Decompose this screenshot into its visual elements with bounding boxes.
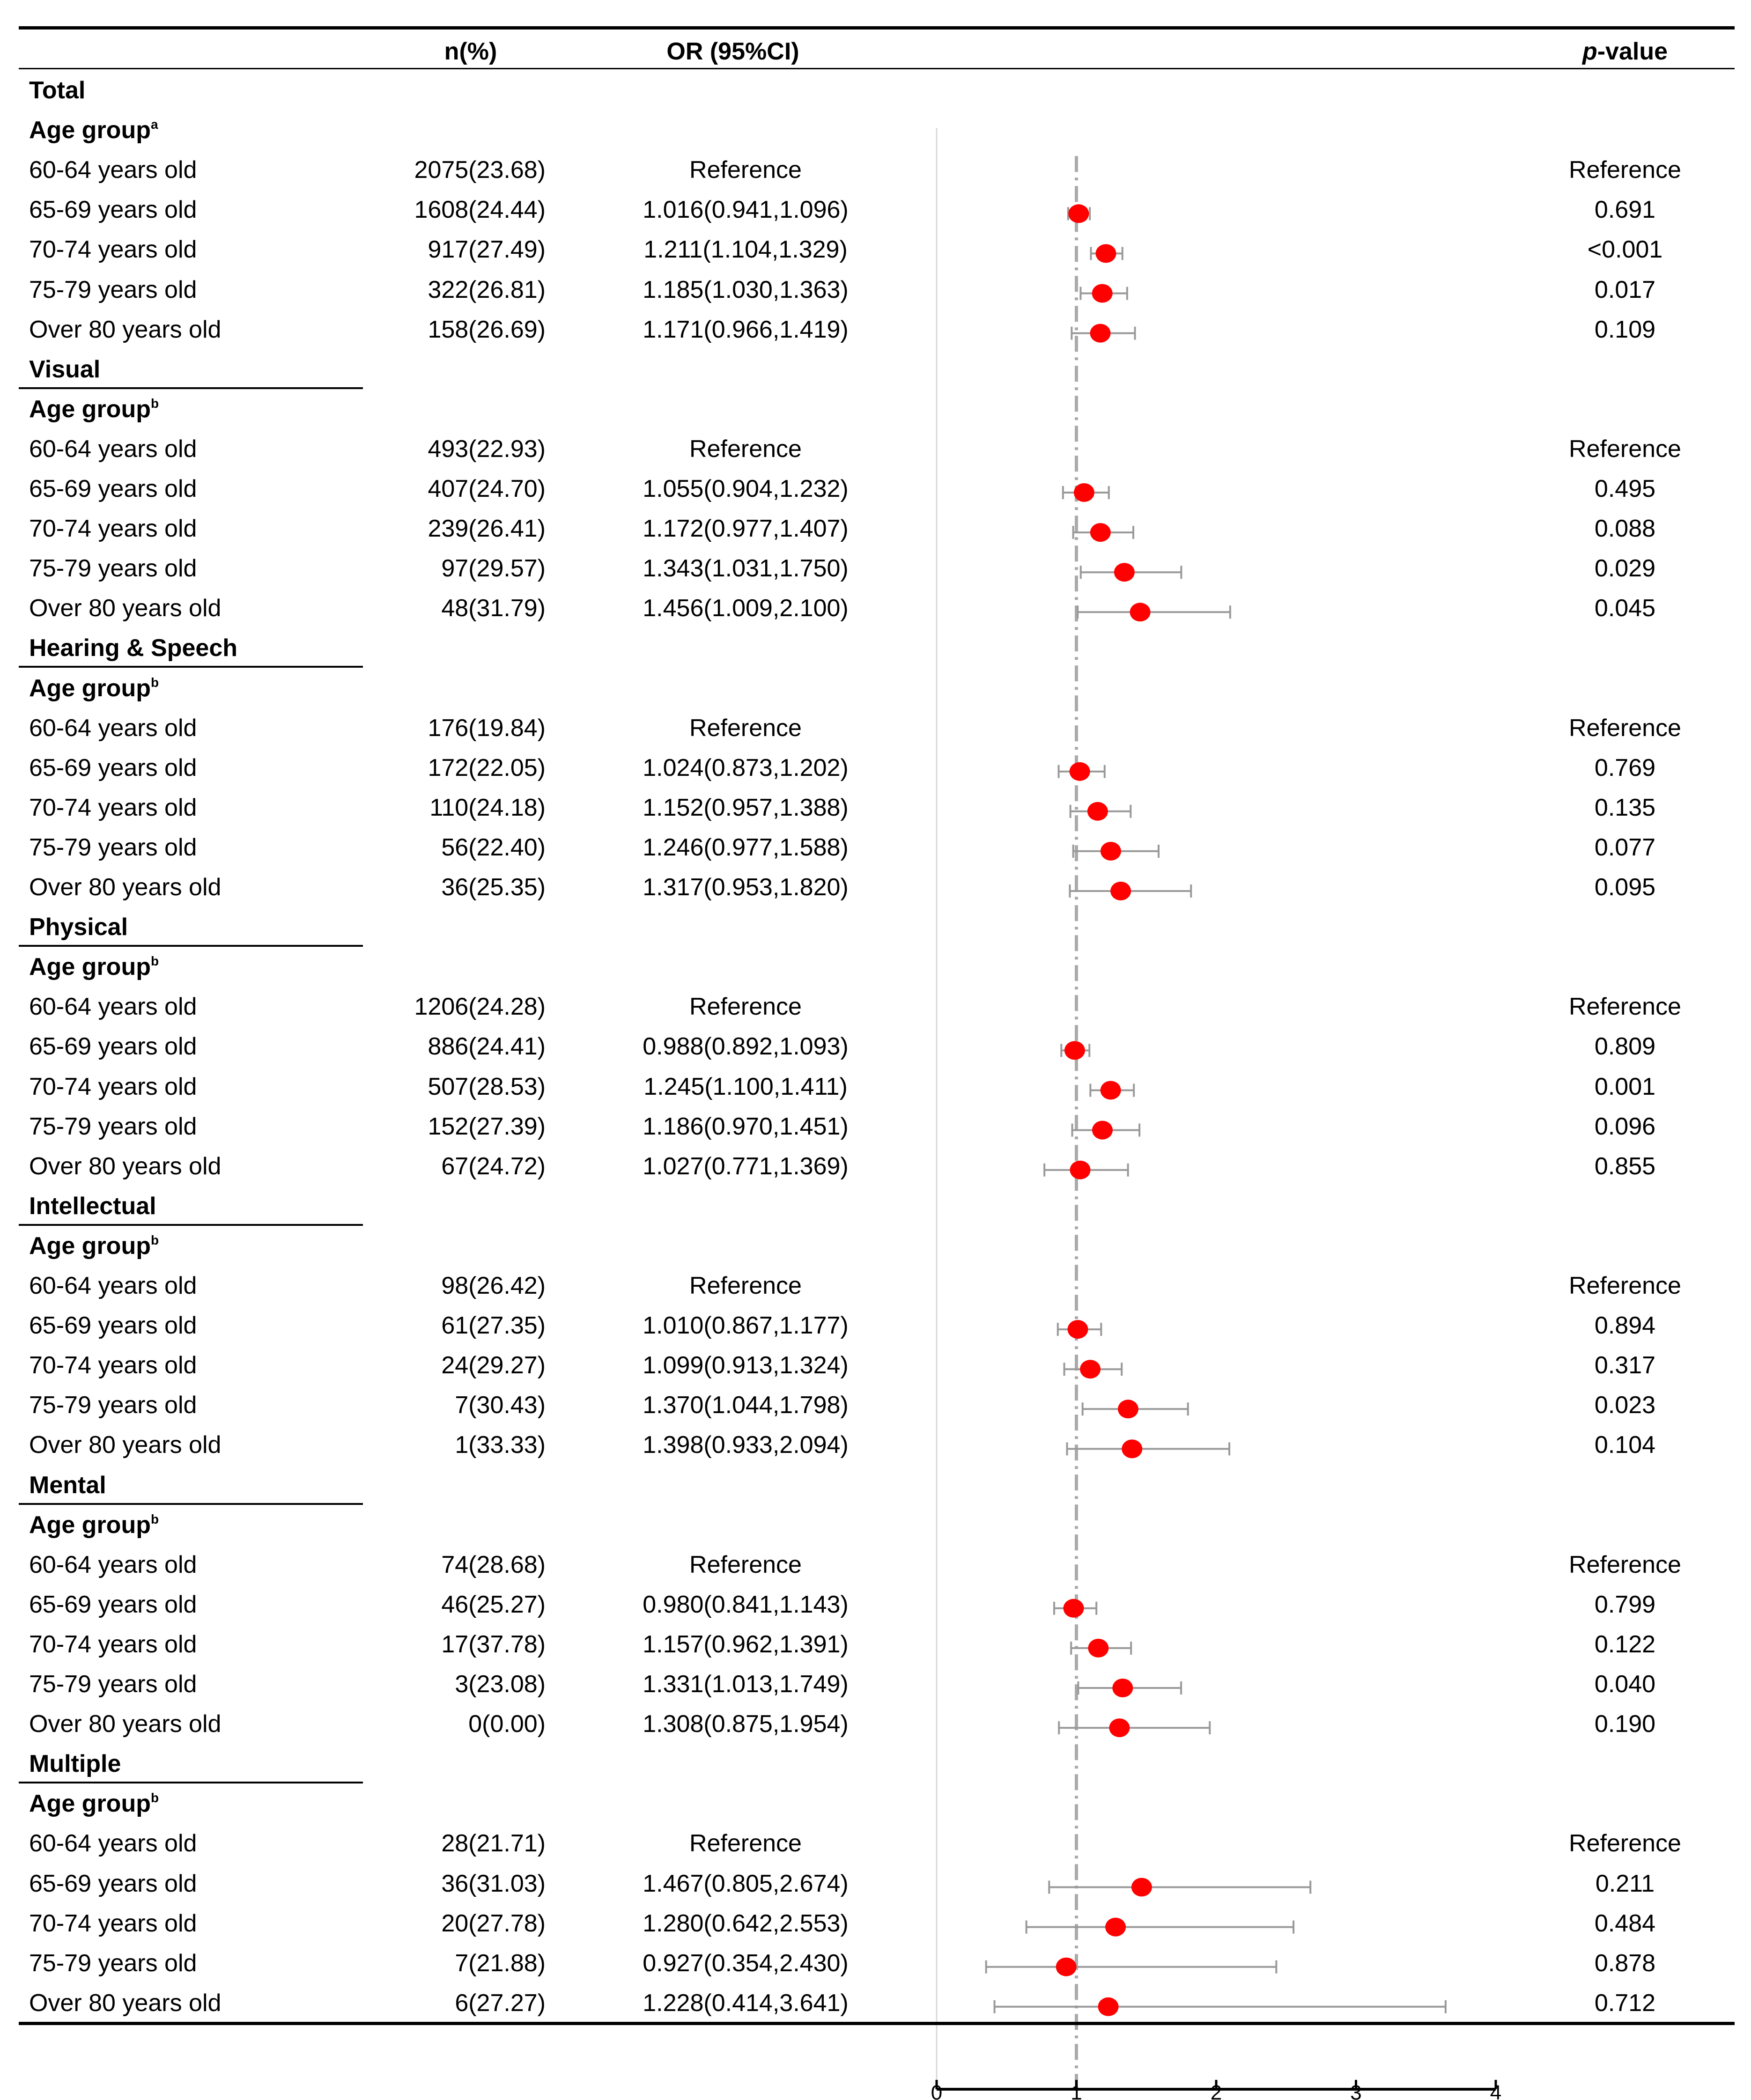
or-ci-cell: 1.398(0.933,2.094) [643, 1431, 849, 1459]
n-percent-cell: 1(33.33) [455, 1431, 546, 1459]
n-percent-cell: 493(22.93) [428, 435, 546, 463]
n-percent-cell: 48(31.79) [441, 595, 546, 622]
p-value-cell: Reference [1569, 1830, 1681, 1857]
p-value-cell: 0.095 [1594, 874, 1656, 901]
or-point [1090, 523, 1111, 542]
or-point [1110, 882, 1131, 900]
row-label: 70-74 years old [29, 794, 197, 821]
or-point [1112, 1679, 1133, 1697]
subheading-label: Age group [29, 953, 151, 981]
or-point [1087, 802, 1108, 821]
or-ci-cell: 1.055(0.904,1.232) [643, 475, 849, 502]
or-ci-cell: 0.980(0.841,1.143) [643, 1591, 849, 1618]
or-ci-cell: Reference [689, 714, 802, 742]
p-value-cell: Reference [1569, 1551, 1681, 1578]
row-label: Over 80 years old [29, 1431, 222, 1459]
n-percent-cell: 74(28.68) [441, 1551, 546, 1578]
section-title: Visual [29, 355, 101, 383]
p-value-cell: 0.001 [1594, 1073, 1656, 1100]
n-percent-cell: 61(27.35) [441, 1312, 546, 1340]
n-percent-cell: 172(22.05) [428, 754, 546, 781]
section-title: Multiple [29, 1750, 121, 1778]
p-value-cell: 0.712 [1594, 1989, 1656, 2017]
p-value-cell: Reference [1569, 435, 1681, 463]
or-ci-cell: Reference [689, 1830, 802, 1857]
n-percent-cell: 7(21.88) [455, 1949, 546, 1977]
subheading-label: Age group [29, 117, 151, 144]
n-percent-cell: 36(31.03) [441, 1870, 546, 1897]
n-percent-cell: 46(25.27) [441, 1591, 546, 1618]
subheading-superscript: b [150, 1791, 159, 1805]
row-label: 70-74 years old [29, 236, 197, 264]
p-value-cell: Reference [1569, 993, 1681, 1021]
row-label: 75-79 years old [29, 833, 197, 861]
n-percent-cell: 158(26.69) [428, 316, 546, 343]
or-point [1130, 603, 1151, 621]
or-point [1131, 1878, 1152, 1897]
row-label: 60-64 years old [29, 1830, 197, 1857]
subheading-superscript: b [150, 675, 159, 690]
or-ci-cell: 1.245(1.100,1.411) [643, 1073, 848, 1100]
x-tick-label: 0 [931, 2081, 943, 2100]
or-point [1092, 284, 1113, 303]
n-percent-cell: 6(27.27) [455, 1989, 546, 2017]
p-value-cell: 0.088 [1594, 515, 1656, 543]
n-percent-cell: 97(29.57) [441, 555, 546, 582]
subheading-label: Age group [29, 395, 151, 423]
row-label: 65-69 years old [29, 1870, 197, 1897]
n-percent-cell: 917(27.49) [428, 236, 546, 264]
row-label: 75-79 years old [29, 1949, 197, 1977]
or-ci-cell: 1.280(0.642,2.553) [643, 1909, 849, 1937]
or-ci-cell: 1.343(1.031,1.750) [643, 555, 849, 582]
subheading-label: Age group [29, 674, 151, 702]
n-percent-cell: 36(25.35) [441, 874, 546, 901]
or-point [1068, 204, 1089, 223]
or-point [1101, 842, 1121, 861]
n-percent-cell: 507(28.53) [428, 1073, 546, 1100]
section-title: Mental [29, 1471, 106, 1499]
row-label: 75-79 years old [29, 1392, 197, 1419]
or-point [1067, 1320, 1088, 1339]
p-value-cell: 0.109 [1594, 316, 1656, 343]
p-value-cell: 0.484 [1594, 1909, 1656, 1937]
row-label: 75-79 years old [29, 1671, 197, 1698]
or-ci-cell: Reference [689, 435, 802, 463]
row-label: 60-64 years old [29, 156, 197, 184]
or-point [1105, 1918, 1126, 1937]
row-label: 65-69 years old [29, 475, 197, 502]
row-label: 65-69 years old [29, 1591, 197, 1618]
or-ci-cell: 1.016(0.941,1.096) [643, 196, 849, 224]
row-label: 70-74 years old [29, 1909, 197, 1937]
n-percent-cell: 98(26.42) [441, 1272, 546, 1299]
n-percent-cell: 176(19.84) [428, 714, 546, 742]
or-point [1098, 1997, 1119, 2016]
or-point [1064, 1599, 1084, 1618]
or-ci-cell: 1.228(0.414,3.641) [643, 1989, 849, 2017]
row-label: 65-69 years old [29, 1312, 197, 1340]
or-ci-cell: 1.027(0.771,1.369) [643, 1152, 849, 1180]
or-ci-cell: 1.010(0.867,1.177) [643, 1312, 849, 1340]
x-tick-label: 1 [1071, 2081, 1082, 2100]
row-label: Over 80 years old [29, 874, 222, 901]
or-point [1122, 1439, 1142, 1458]
section-title: Physical [29, 914, 128, 941]
or-ci-cell: Reference [689, 993, 802, 1021]
or-point [1080, 1360, 1101, 1378]
p-value-cell: <0.001 [1587, 236, 1663, 264]
subheading-superscript: a [150, 117, 158, 132]
p-value-cell: Reference [1569, 714, 1681, 742]
n-percent-cell: 67(24.72) [441, 1152, 546, 1180]
p-value-cell: 0.023 [1594, 1392, 1656, 1419]
p-value-cell: 0.894 [1594, 1312, 1656, 1340]
subheading-superscript: b [150, 1511, 159, 1526]
row-label: 65-69 years old [29, 196, 197, 224]
subheading-superscript: b [150, 1232, 159, 1247]
or-point [1074, 483, 1094, 502]
n-percent-cell: 886(24.41) [428, 1033, 546, 1061]
or-ci-cell: 0.988(0.892,1.093) [643, 1033, 849, 1061]
p-value-cell: 0.878 [1594, 1949, 1656, 1977]
or-point [1088, 1639, 1108, 1658]
row-label: Over 80 years old [29, 595, 222, 622]
n-column-header: n(%) [444, 38, 497, 65]
p-value-cell: 0.495 [1594, 475, 1656, 502]
subheading-label: Age group [29, 1511, 151, 1539]
or-point [1095, 244, 1116, 263]
n-percent-cell: 7(30.43) [455, 1392, 546, 1419]
p-value-cell: 0.029 [1594, 555, 1656, 582]
p-value-cell: 0.077 [1594, 833, 1656, 861]
row-label: 70-74 years old [29, 1352, 197, 1379]
p-value-cell: 0.190 [1594, 1710, 1656, 1738]
section-title: Total [29, 77, 86, 104]
section-title: Intellectual [29, 1192, 156, 1220]
n-percent-cell: 110(24.18) [429, 794, 546, 821]
n-percent-cell: 322(26.81) [428, 276, 546, 303]
row-label: Over 80 years old [29, 1989, 222, 2017]
row-label: 60-64 years old [29, 714, 197, 742]
p-value-cell: 0.855 [1594, 1152, 1656, 1180]
or-point [1118, 1400, 1138, 1418]
n-percent-cell: 24(29.27) [441, 1352, 546, 1379]
p-value-cell: 0.691 [1594, 196, 1656, 224]
p-value-cell: 0.809 [1594, 1033, 1656, 1061]
or-ci-cell: 1.185(1.030,1.363) [643, 276, 849, 303]
row-label: 75-79 years old [29, 276, 197, 303]
p-value-cell: 0.769 [1594, 754, 1656, 781]
or-point [1101, 1081, 1121, 1100]
or-point [1090, 324, 1111, 343]
p-value-cell: 0.317 [1594, 1352, 1656, 1379]
subheading-label: Age group [29, 1232, 151, 1260]
or-point [1056, 1958, 1077, 1976]
or-ci-cell: 1.308(0.875,1.954) [643, 1710, 849, 1738]
or-ci-cell: 1.157(0.962,1.391) [643, 1630, 849, 1658]
or-ci-cell: 1.317(0.953,1.820) [643, 874, 849, 901]
or-ci-cell: 1.467(0.805,2.674) [643, 1870, 849, 1897]
row-label: 65-69 years old [29, 754, 197, 781]
row-label: 70-74 years old [29, 1073, 197, 1100]
subheading-label: Age group [29, 1790, 151, 1818]
bottom-rule [19, 2022, 1735, 2025]
n-percent-cell: 152(27.39) [428, 1113, 546, 1140]
p-value-cell: 0.122 [1594, 1630, 1656, 1658]
x-tick-label: 3 [1350, 2081, 1362, 2100]
n-percent-cell: 0(0.00) [468, 1710, 546, 1738]
or-point [1064, 1041, 1085, 1060]
row-label: Over 80 years old [29, 1710, 222, 1738]
or-column-header: OR (95%CI) [666, 38, 799, 65]
p-value-header-rest: -value [1597, 38, 1668, 65]
n-percent-cell: 2075(23.68) [414, 156, 546, 184]
p-value-header-italic: p [1582, 38, 1597, 65]
n-percent-cell: 239(26.41) [428, 515, 546, 543]
row-label: Over 80 years old [29, 1152, 222, 1180]
row-label: 70-74 years old [29, 1630, 197, 1658]
or-ci-cell: 1.186(0.970,1.451) [643, 1113, 849, 1140]
n-percent-cell: 20(27.78) [441, 1909, 546, 1937]
p-value-cell: 0.017 [1594, 276, 1656, 303]
row-label: Over 80 years old [29, 316, 222, 343]
or-ci-cell: 1.246(0.977,1.588) [643, 833, 849, 861]
n-percent-cell: 3(23.08) [455, 1671, 546, 1698]
or-ci-cell: 1.370(1.044,1.798) [643, 1392, 849, 1419]
p-value-cell: 0.211 [1595, 1870, 1655, 1897]
or-ci-cell: 0.927(0.354,2.430) [643, 1949, 849, 1977]
or-ci-cell: 1.331(1.013,1.749) [643, 1671, 849, 1698]
or-ci-cell: 1.171(0.966,1.419) [643, 316, 849, 343]
row-label: 60-64 years old [29, 1551, 197, 1578]
or-point [1109, 1718, 1130, 1737]
p-value-cell: 0.799 [1594, 1591, 1656, 1618]
row-label: 75-79 years old [29, 1113, 197, 1140]
or-ci-cell: Reference [689, 1272, 802, 1299]
or-point [1070, 1161, 1091, 1179]
p-value-cell: 0.045 [1594, 595, 1656, 622]
p-value-cell: Reference [1569, 156, 1681, 184]
subheading-superscript: b [150, 396, 159, 411]
or-point [1092, 1121, 1113, 1140]
p-value-cell: 0.104 [1594, 1431, 1656, 1459]
or-point [1070, 762, 1090, 781]
x-tick-label: 2 [1210, 2081, 1222, 2100]
row-label: 75-79 years old [29, 555, 197, 582]
n-percent-cell: 407(24.70) [428, 475, 546, 502]
subheading-superscript: b [150, 954, 159, 969]
x-tick-label: 4 [1490, 2081, 1502, 2100]
p-value-cell: 0.096 [1594, 1113, 1656, 1140]
n-percent-cell: 17(37.78) [441, 1630, 546, 1658]
or-point [1114, 563, 1135, 582]
or-ci-cell: 1.211(1.104,1.329) [643, 236, 848, 264]
n-percent-cell: 1206(24.28) [414, 993, 546, 1021]
or-ci-cell: 1.024(0.873,1.202) [643, 754, 849, 781]
or-ci-cell: Reference [689, 156, 802, 184]
or-ci-cell: 1.099(0.913,1.324) [643, 1352, 849, 1379]
section-title: Hearing & Speech [29, 634, 238, 662]
or-ci-cell: 1.172(0.977,1.407) [643, 515, 849, 543]
or-ci-cell: 1.152(0.957,1.388) [643, 794, 849, 821]
row-label: 60-64 years old [29, 1272, 197, 1299]
or-ci-cell: 1.456(1.009,2.100) [643, 595, 849, 622]
or-ci-cell: Reference [689, 1551, 802, 1578]
row-label: 60-64 years old [29, 993, 197, 1021]
row-label: 70-74 years old [29, 515, 197, 543]
p-value-cell: 0.135 [1594, 794, 1656, 821]
p-value-cell: 0.040 [1594, 1671, 1656, 1698]
n-percent-cell: 28(21.71) [441, 1830, 546, 1857]
row-label: 65-69 years old [29, 1033, 197, 1061]
n-percent-cell: 1608(24.44) [414, 196, 546, 224]
p-value-cell: Reference [1569, 1272, 1681, 1299]
row-label: 60-64 years old [29, 435, 197, 463]
n-percent-cell: 56(22.40) [441, 833, 546, 861]
